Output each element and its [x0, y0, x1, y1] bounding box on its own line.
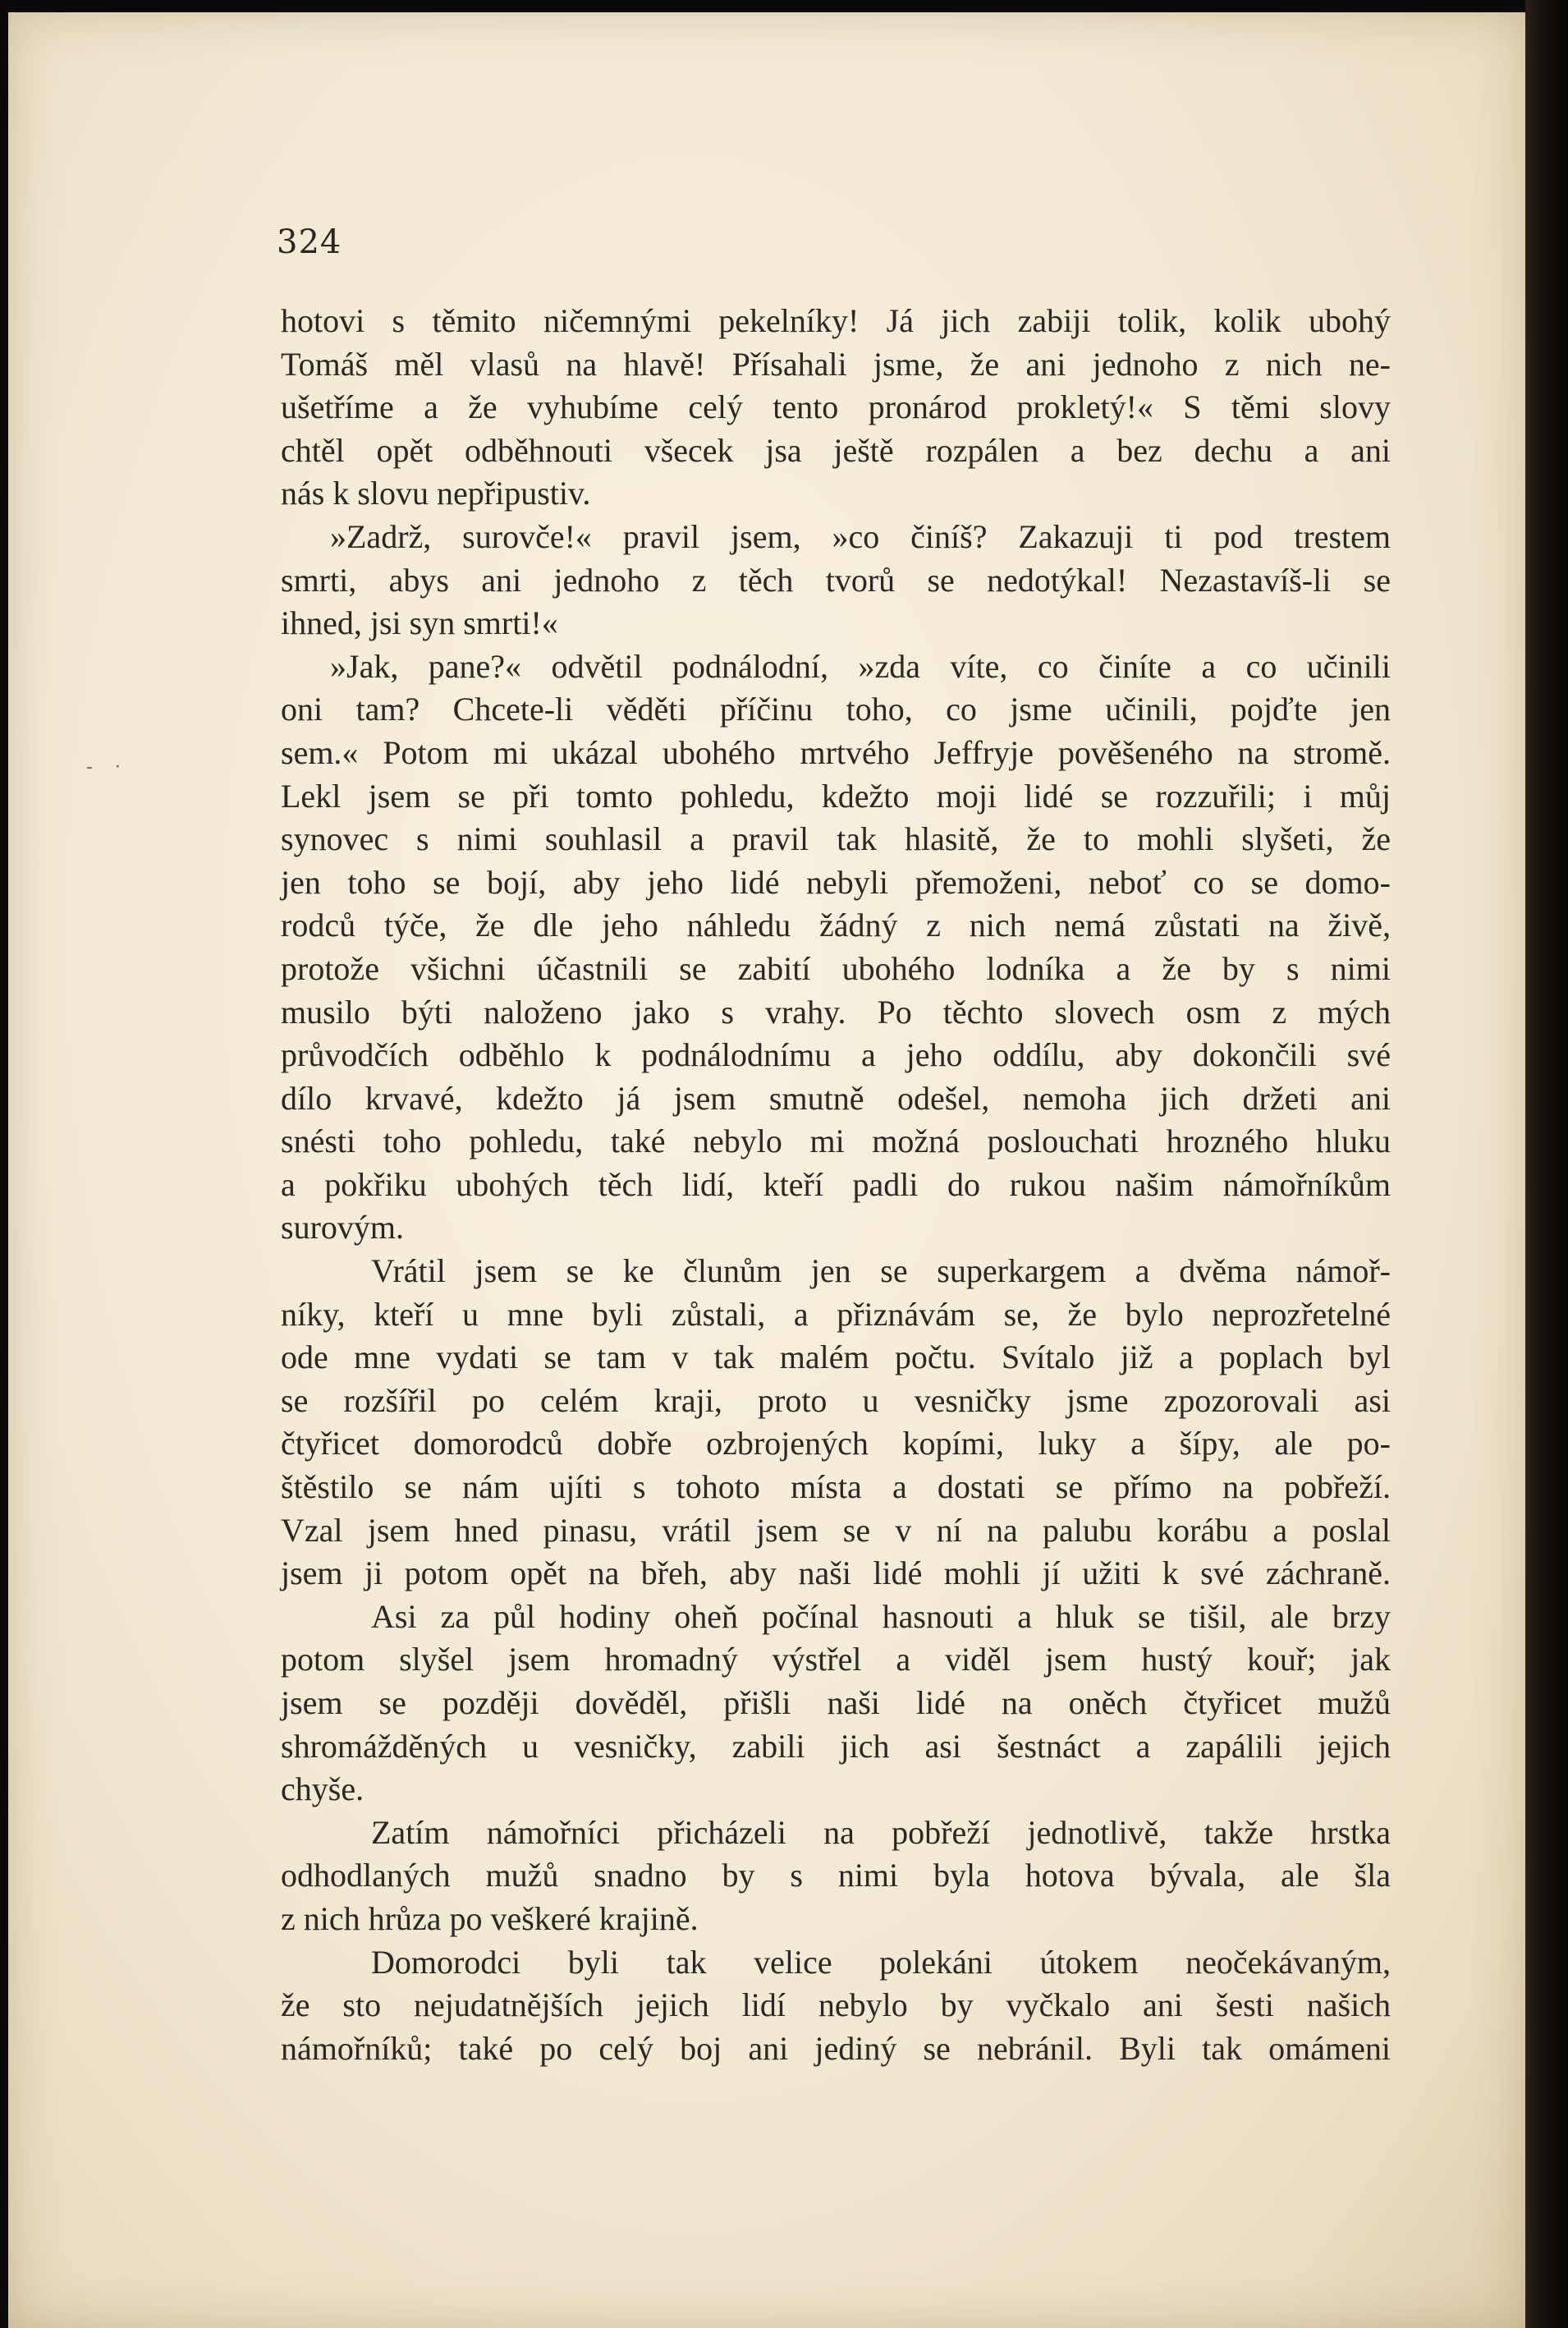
text-line: musilo býti naloženo jako s vrahy. Po těchto slovech osm z mých — [281, 993, 1391, 1031]
text-line: a pokřiku ubohých těch lidí, kteří padli do rukou našim námořníkům — [281, 1165, 1391, 1203]
text-line: surovým. — [281, 1209, 404, 1247]
text-line: sem.« Potom mi ukázal ubohého mrtvého Jeffryje pověšeného na stromě. — [281, 733, 1391, 771]
text-line: dílo krvavé, kdežto já jsem smutně odešel, nemoha jich držeti ani — [281, 1079, 1391, 1117]
text-line: Domorodci byli tak velice polekáni útokem neočekávaným, — [371, 1943, 1391, 1981]
right-scan-edge — [1525, 0, 1568, 2328]
text-line: se rozšířil po celém kraji, proto u vesničky jsme zpozorovali asi — [281, 1381, 1391, 1419]
text-line: Vrátil jsem se ke člunům jen se superkargem a dvěma námoř- — [371, 1252, 1391, 1290]
text-line: námořníků; také po celý boj ani jediný se nebránil. Byli tak omámeni — [281, 2029, 1391, 2067]
text-line: ode mne vydati se tam v tak malém počtu. Svítalo již a poplach byl — [281, 1338, 1391, 1376]
text-line: jsem ji potom opět na břeh, aby naši lidé mohli jí užiti k své záchraně. — [281, 1554, 1391, 1592]
text-line: ušetříme a že vyhubíme celý tento pronárod prokletý!« S těmi slovy — [281, 388, 1391, 426]
text-line: štěstilo se nám ujíti s tohoto místa a dostati se přímo na pobřeží. — [281, 1468, 1391, 1506]
text-line: z nich hrůza po veškeré krajině. — [281, 1899, 699, 1937]
text-line: že sto nejudatnějších jejich lidí nebylo by vyčkalo ani šesti našich — [281, 1986, 1391, 2024]
text-line: Vzal jsem hned pinasu, vrátil jsem se v ní na palubu korábu a poslal — [281, 1511, 1391, 1549]
text-line: níky, kteří u mne byli zůstali, a přiznávám se, že bylo neprozřetelné — [281, 1295, 1391, 1333]
text-line: průvodčích odběhlo k podnálodnímu a jeho oddílu, aby dokončili své — [281, 1036, 1391, 1074]
text-line: »Jak, pane?« odvětil podnálodní, »zda víte, co činíte a co učinili — [330, 647, 1391, 685]
text-line: chyše. — [281, 1770, 364, 1808]
text-line: shromážděných u vesničky, zabili jich asi šestnáct a zapálili jejich — [281, 1727, 1391, 1765]
text-line: čtyřicet domorodců dobře ozbrojených kopími, luky a šípy, ale po- — [281, 1425, 1391, 1462]
text-line: smrti, abys ani jednoho z těch tvorů se nedotýkal! Nezastavíš-li se — [281, 561, 1391, 599]
page-number: 324 — [277, 223, 342, 261]
text-line: protože všichni účastnili se zabití ubohého lodníka a že by s nimi — [281, 949, 1391, 987]
text-line: Lekl jsem se při tomto pohledu, kdežto moji lidé se rozzuřili; i můj — [281, 777, 1391, 815]
text-line: nás k slovu nepřipustiv. — [281, 475, 591, 512]
text-line: hotovi s těmito ničemnými pekelníky! Já jich zabiji tolik, kolik ubohý — [281, 302, 1391, 339]
text-line: Zatím námořníci přicházeli na pobřeží jednotlivě, takže hrstka — [371, 1813, 1391, 1851]
text-line: »Zadrž, surovče!« pravil jsem, »co činíš? Zakazuji ti pod trestem — [330, 517, 1391, 555]
top-scan-edge — [0, 0, 1568, 12]
body-text — [281, 300, 1391, 2070]
text-line: Asi za půl hodiny oheň počínal hasnouti a hluk se tišil, ale brzy — [371, 1597, 1391, 1635]
text-line: jsem se později dověděl, přišli naši lidé na oněch čtyřicet mužů — [281, 1684, 1391, 1721]
text-line: synovec s nimi souhlasil a pravil tak hlasitě, že to mohli slyšeti, že — [281, 820, 1391, 858]
text-line: jen toho se bojí, aby jeho lidé nebyli přemoženi, neboť co se domo- — [281, 863, 1391, 901]
text-line: Tomáš měl vlasů na hlavě! Přísahali jsme, že ani jednoho z nich ne- — [281, 345, 1391, 383]
text-line: oni tam? Chcete-li věděti příčinu toho, co jsme učinili, pojďte jen — [281, 691, 1391, 728]
margin-mark: - · — [86, 757, 129, 778]
text-line: snésti toho pohledu, také nebylo mi možná poslouchati hrozného hluku — [281, 1123, 1391, 1160]
text-line: ihned, jsi syn smrti!« — [281, 604, 558, 642]
text-line: chtěl opět odběhnouti všecek jsa ještě rozpálen a bez dechu a ani — [281, 431, 1391, 469]
text-line: potom slyšel jsem hromadný výstřel a viděl jsem hustý kouř; jak — [281, 1641, 1391, 1678]
text-line: rodců týče, že dle jeho náhledu žádný z nich nemá zůstati na živě, — [281, 907, 1391, 944]
text-line: odhodlaných mužů snadno by s nimi byla hotova bývala, ale šla — [281, 1857, 1391, 1894]
